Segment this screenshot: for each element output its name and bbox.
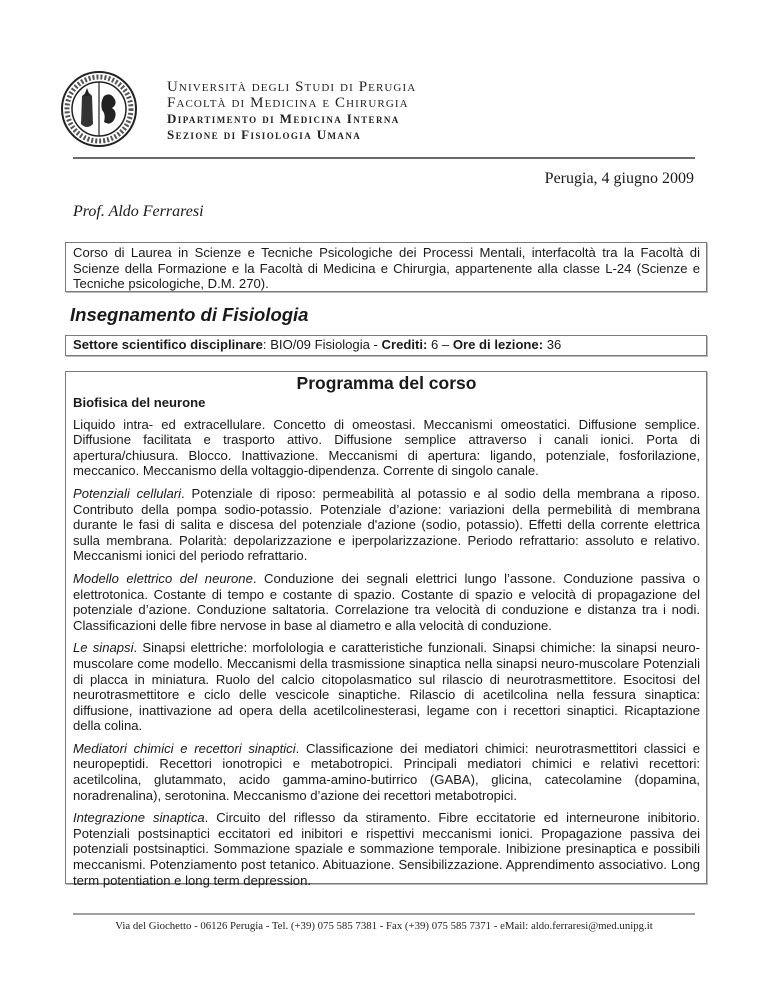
teaching-title: Insegnamento di Fisiologia <box>70 304 309 325</box>
credits-label: Crediti: <box>381 337 428 352</box>
paragraph-heading: Mediatori chimici e recettori sinaptici <box>73 740 296 756</box>
sector-label: Settore scientifico disciplinare <box>73 337 263 352</box>
institution-header <box>167 80 416 142</box>
letter-date: Perugia, 4 giugno 2009 <box>544 170 694 187</box>
program-paragraph <box>73 417 700 479</box>
course-description-box <box>65 242 707 292</box>
program-box <box>65 371 707 888</box>
program-paragraph <box>73 640 700 734</box>
credits-value: 6 – <box>427 337 453 352</box>
professor-name: Prof. Aldo Ferraresi <box>73 203 204 220</box>
university-seal-icon <box>60 70 138 148</box>
paragraph-text: Liquido intra- ed extracellulare. Concetto di omeostasi. Meccanismi omeostatici. Diffusione semplice. Diffusione facilitata e trasporto attivo. Diffusione semplice attraverso i canali ionici. Porta di apertura/chiusura. Blocco. Inattivazione. Meccanismi di apertura: ligando, potenziale, fosforilazione, meccanico. Meccanismo della voltaggio-dipendenza. Corrente di singolo canale. <box>73 416 700 479</box>
program-paragraph <box>73 571 700 633</box>
paragraph-text: . Sinapsi elettriche: morfolologia e caratteristiche funzionali. Sinapsi chimiche: la sinapsi neuro-muscolare come modello. Meccanismi della trasmissione sinaptica nella sinapsi neuro-muscolare Potenziali di placca in miniatura. Ruolo del calcio citopolasmatico sul rilascio di neurotrasmettitore. Esocitosi del neurotrasmettitore e ciclo delle vescicole sinaptiche. Rilascio di acetilcolina nella fessura sinaptica: diffusione, inattivazione ad opera della acetilcolinesterasi, legame con i recettori sinaptici. Ricaptazione della colina. <box>73 640 701 734</box>
paragraph-text: . Circuito del riflesso da stiramento. Fibre eccitatorie ed interneurone inibitorio. Potenziali postsinaptici eccitatori ed inibitori e rispettivi meccanismi ionici. Propagazione passiva dei potenziali postsinaptici. Sommazione spaziale e sommazione temporale. Inibizione presinaptica e possibili meccanismi. Potenziamento post tetanico. Abituazione. Sensibilizzazione. Apprendimento associativo. Long term potentiation e long term depression. <box>73 810 700 888</box>
paragraph-heading: Le sinapsi <box>73 640 134 656</box>
footer-divider <box>73 913 695 915</box>
section-name: Sezione di Fisiologia Umana <box>167 126 362 142</box>
department-name: Dipartimento di Medicina Interna <box>167 111 400 126</box>
sector-box <box>65 335 707 356</box>
program-title: Programma del corso <box>296 373 477 393</box>
paragraph-text: . Classificazione dei mediatori chimici: neurotrasmettitori classici e neuropeptidi. Recettori ionotropici e metabotropici. Principali mediatori chimici e relativi recettori: acetilcolina, glutammato, acido gamma-amino-butirrico (GABA), glicina, catecolamine (dopamina, noradrenalina), serotonina. Meccanismo d’azione dei recettori metabotropici. <box>73 740 700 803</box>
hours-value: 36 <box>543 337 562 352</box>
paragraph-text: . Potenziale di riposo: permeabilità al potassio e al sodio della membrana a riposo. Contributo della pompa sodio-potassio. Potenziale d’azione: variazioni della permebilità di membrana durante le fasi di salita e discesa del potenziale d'azione (sodio, potassio). Effetti della corrente elettrica sulla membrana. Polarità: depolarizzazione e iperpolarizzazione. Periodo refrattario: assoluto e relativo. Meccanismi ionici del periodo refrattario. <box>73 485 700 564</box>
paragraph-heading: Potenziali cellulari <box>73 485 181 501</box>
paragraph-heading: Modello elettrico del neurone <box>73 570 253 586</box>
section-title: Biofisica del neurone <box>73 395 206 410</box>
paragraph-text: . Conduzione dei segnali elettrici lungo l’assone. Conduzione passiva o elettrotonica. Costante di tempo e costante di spazio. Costante di spazio e velocità di propagazione del potenziale d’azione. Conduzione saltatoria. Correlazione tra velocità di conduzione e distanza tra i nodi. Classificazioni delle fibre nervose in base al diametro e alla velocità di conduzione. <box>73 570 700 633</box>
university-name: Università degli Studi di Perugia <box>167 79 417 95</box>
program-paragraph <box>73 486 700 564</box>
course-description: Corso di Laurea in Scienze e Tecniche Psicologiche dei Processi Mentali, interfacoltà tra la Facoltà di Scienze della Formazione e la Facoltà di Medicina e Chirurgia, appartenente alla classe L-24 (Scienze e Tecniche psicologiche, D.M. 270). <box>73 245 700 292</box>
program-paragraph <box>73 741 700 803</box>
header-divider <box>73 157 695 159</box>
faculty-name: Facoltà di Medicina e Chirurgia <box>167 94 409 111</box>
sector-value: : BIO/09 Fisiologia - <box>262 337 382 352</box>
hours-label: Ore di lezione: <box>452 337 544 352</box>
footer-contact: Via del Giochetto - 06126 Perugia - Tel. (+39) 075 585 7381 - Fax (+39) 075 585 7371 - eMail: aldo.ferraresi@med.unipg.it <box>115 920 653 932</box>
program-paragraph <box>73 810 700 888</box>
paragraph-heading: Integrazione sinaptica <box>73 810 205 826</box>
